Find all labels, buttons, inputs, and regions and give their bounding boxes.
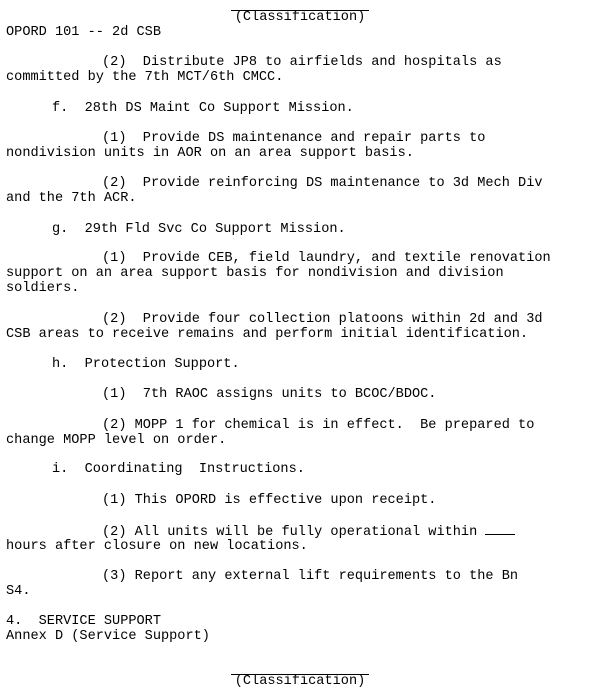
para-i1-line1: (1) This OPORD is effective upon receipt.	[102, 493, 437, 508]
para-g1-line2: support on an area support basis for nondivision and division	[6, 266, 504, 281]
para-g1-line1: (1) Provide CEB, field laundry, and textile renovation	[102, 251, 551, 266]
classification-footer	[0, 674, 600, 689]
classification-label-top: (Classification)	[231, 10, 370, 25]
para-i3-line1: (3) Report any external lift requirements to the Bn	[102, 569, 519, 584]
para-i2-text: (2) All units will be fully operational within	[102, 525, 478, 540]
para-g2-line1: (2) Provide four collection platoons within 2d and 3d	[102, 312, 543, 327]
para-i3-line2: S4.	[6, 584, 31, 599]
section-4-heading: 4. SERVICE SUPPORT	[6, 614, 161, 629]
para-f2-line2: and the 7th ACR.	[6, 191, 137, 206]
para-f1-line2: nondivision units in AOR on an area support basis.	[6, 146, 414, 161]
section-f-heading: f. 28th DS Maint Co Support Mission.	[52, 101, 354, 116]
para-h2-line1: (2) MOPP 1 for chemical is in effect. Be prepared to	[102, 418, 535, 433]
section-i-heading: i. Coordinating Instructions.	[52, 462, 305, 477]
para-g2-line2: CSB areas to receive remains and perform initial identification.	[6, 327, 529, 342]
para-f1-line1: (1) Provide DS maintenance and repair parts to	[102, 131, 486, 146]
fill-in-blank	[485, 523, 515, 535]
para-i2-line2: hours after closure on new locations.	[6, 539, 308, 554]
para-h1-line1: (1) 7th RAOC assigns units to BCOC/BDOC.	[102, 387, 437, 402]
para-jp8-line2: committed by the 7th MCT/6th CMCC.	[6, 70, 284, 85]
annex-d-reference: Annex D (Service Support)	[6, 629, 210, 644]
section-g-heading: g. 29th Fld Svc Co Support Mission.	[52, 222, 346, 237]
classification-header	[0, 10, 600, 25]
para-h2-line2: change MOPP level on order.	[6, 433, 227, 448]
classification-label-bottom: (Classification)	[231, 674, 370, 689]
opord-header: OPORD 101 -- 2d CSB	[6, 25, 161, 40]
para-jp8-line1: (2) Distribute JP8 to airfields and hospitals as	[102, 55, 502, 70]
section-h-heading: h. Protection Support.	[52, 357, 240, 372]
para-g1-line3: soldiers.	[6, 281, 80, 296]
para-i2-line1	[102, 523, 515, 540]
para-f2-line1: (2) Provide reinforcing DS maintenance to 3d Mech Div	[102, 176, 543, 191]
